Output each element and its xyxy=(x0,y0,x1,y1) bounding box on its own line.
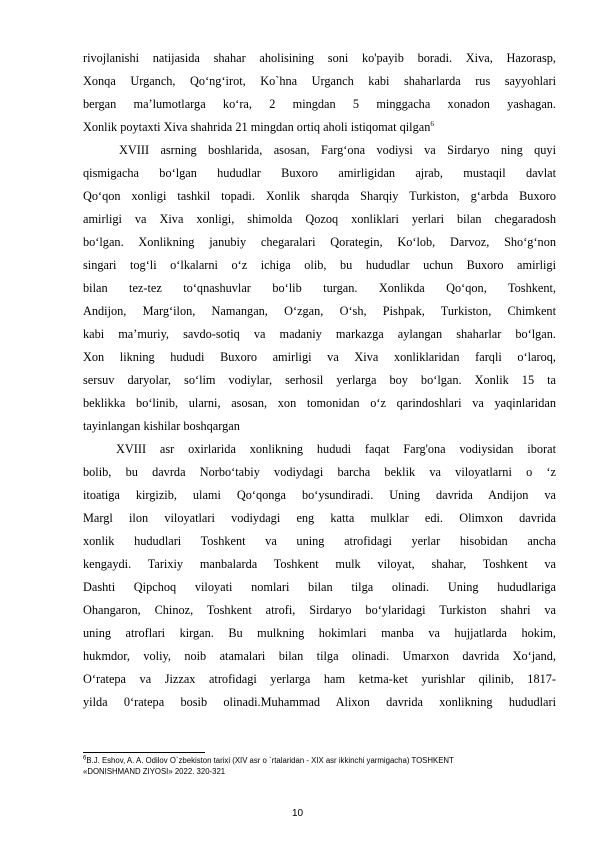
paragraph-start-line: XVIII asrning boshlarida, asosan, Farg‘ona vodiysi va Sirdaryo ning quyi xyxy=(119,143,556,157)
body-line: tayinlangan kishilar boshqargan xyxy=(83,419,240,433)
body-line: kabi ma’muriy, savdo-sotiq va madaniy markazga aylangan shaharlar bo‘lgan. xyxy=(83,327,556,341)
body-line: kengaydi. Tarixiy manbalarda Toshkent mulk viloyat, shahar, Toshkent va xyxy=(83,557,556,571)
footnote-number: 6 xyxy=(83,755,87,762)
body-line: Dashti Qipchoq viloyati nomlari bilan tilga olinadi. Uning hududlariga xyxy=(83,580,556,594)
footnote-separator xyxy=(83,752,205,753)
body-line: Xon likning hududi Buxoro amirligi va Xiva xonliklaridan farqli o‘laroq, xyxy=(83,350,556,364)
body-line: beklikka bo‘linib, ularni, asosan, xon tomonidan o‘z qarindoshlari va yaqinlaridan xyxy=(83,396,556,410)
footnote-line: «DONISHMAND ZIYOSI» 2022. 320-321 xyxy=(83,767,226,776)
body-line: rivojlanishi natijasida shahar aholisining soni ko'payib boradi. Xiva, Hazorasp, xyxy=(83,51,556,65)
body-line: Margl ilon viloyatlari vodiydagi eng katta mulklar edi. Olimxon davrida xyxy=(83,511,556,525)
body-line: qismigacha bo‘lgan hududlar Buxoro amirligidan ajrab, mustaqil davlat xyxy=(83,166,556,180)
body-line: amirligi va Xiva xonligi, shimolda Qozoq xonliklari yerlari bilan chegaradosh xyxy=(83,212,556,226)
paragraph-start-line: XVIII asr oxirlarida xonlikning hududi faqat Farg'ona vodiysidan iborat xyxy=(116,442,556,456)
body-line: bergan ma’lumotlarga ko‘ra, 2 mingdan 5 minggacha xonadon yashagan. xyxy=(83,97,556,111)
body-line: xonlik hududlari Toshkent va uning atrofidagi yerlar hisobidan ancha xyxy=(83,534,556,548)
body-line: bo‘lgan. Xonlikning janubiy chegaralari Qorategin, Ko‘lob, Darvoz, Sho‘g‘non xyxy=(83,235,556,249)
body-line: Qo‘qon xonligi tashkil topadi. Xonlik sharqda Sharqiy Turkiston, g‘arbda Buxoro xyxy=(83,189,556,203)
body-line: hukmdor, voliy, noib atamalari bilan tilga olinadi. Umarxon davrida Xo‘jand, xyxy=(83,649,556,663)
body-line: singari tog‘li o‘lkalarni o‘z ichiga olib, bu hududlar uchun Buxoro amirligi xyxy=(83,258,556,272)
body-line: Andijon, Marg‘ilon, Namangan, O‘zgan, O‘sh, Pishpak, Turkiston, Chimkent xyxy=(83,304,556,318)
body-line: yilda 0‘ratepa bosib olinadi.Muhammad Alixon davrida xonlikning hududlari xyxy=(83,695,556,709)
body-line: uning atroflari kirgan. Bu mulkning hokimlari manba va hujjatlarda hokim, xyxy=(83,626,556,640)
page-number: 10 xyxy=(291,808,304,819)
body-line: bilan tez-tez to‘qnashuvlar bo‘lib turgan. Xonlikda Qo‘qon, Toshkent, xyxy=(83,281,556,295)
body-line: Xonlik poytaxti Xiva shahrida 21 mingdan ortiq aholi istiqomat qilgan$^6$ xyxy=(83,119,434,134)
body-line: sersuv daryolar, so‘lim vodiylar, serhosil yerlarga boy bo‘lgan. Xonlik 15 ta xyxy=(83,373,556,387)
body-line: itoatiga kirgizib, ulami Qo‘qonga bo‘ysundiradi. Uning davrida Andijon va xyxy=(83,488,556,502)
body-line: Xonqa Urganch, Qo‘ng‘irot, Ko`hna Urganch kabi shaharlarda rus sayyohlari xyxy=(83,74,556,88)
body-line: O‘ratepa va Jizzax atrofidagi yerlarga ham ketma-ket yurishlar qilinib, 1817- xyxy=(83,672,556,686)
footnote-line: $^6$B.J. Eshov, A. A. Odilov O`zbekiston tarixi (XIV asr o `rtalaridan - XIX asr ikkinchi yarmigacha) TOSHKENT xyxy=(83,755,454,765)
body-line: Ohangaron, Chinoz, Toshkent atrofi, Sirdaryo bo‘ylaridagi Turkiston shahri va xyxy=(83,603,556,617)
body-line: bolib, bu davrda Norbo‘tabiy vodiydagi barcha beklik va viloyatlarni o ‘z xyxy=(83,465,556,479)
footnote-marker: 6 xyxy=(430,119,434,128)
